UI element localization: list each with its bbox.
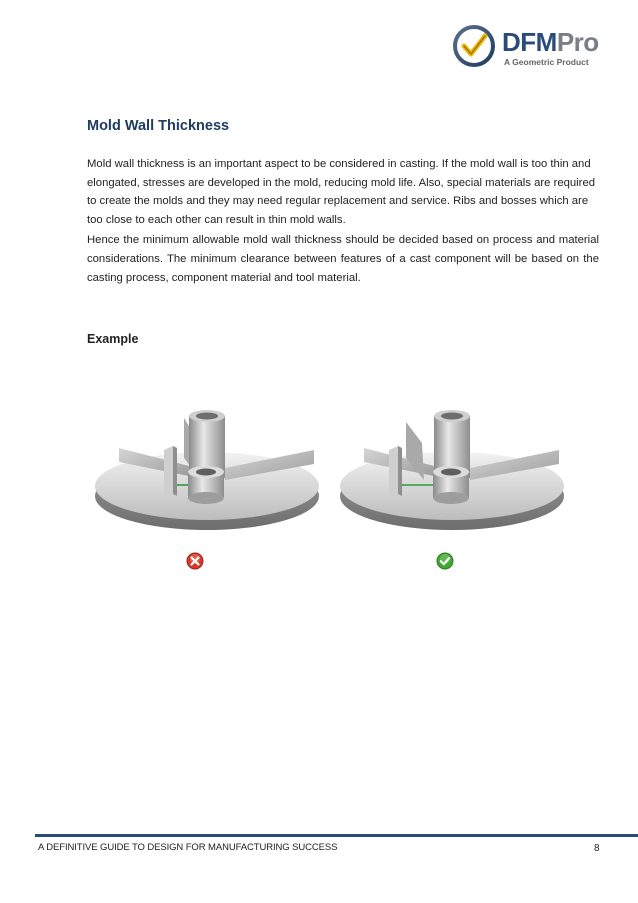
footer-divider [35, 834, 638, 837]
checkmark-logo-icon [452, 24, 496, 68]
page-number: 8 [594, 843, 600, 854]
logo-tagline: A Geometric Product [504, 57, 589, 67]
logo-wordmark: DFMPro [502, 27, 599, 57]
paragraph-2: Hence the minimum allowable mold wall thickness should be decided based on process and material considerations. The minimum clearance between features of a cast component will be based on the casting process, component material and tool material. [87, 234, 599, 284]
paragraph-1: Mold wall thickness is an important aspect to be considered in casting. If the mold wall is too thin and elongated, stresses are developed in the mold, reducing mold life. Also, special materials are required to create the molds and they may need regular replacement and service. Ribs and bosses which are too close to each other can result in thin mold walls. [87, 158, 596, 226]
red-x-icon [186, 552, 204, 570]
body-text [87, 155, 599, 287]
cast-part-bad-design-image [89, 388, 325, 538]
cast-part-good-design-image [334, 388, 570, 538]
green-check-icon [436, 552, 454, 570]
dfmpro-logo [452, 24, 602, 74]
footer-title: A DEFINITIVE GUIDE TO DESIGN FOR MANUFACTURING SUCCESS [38, 842, 338, 853]
section-heading: Mold Wall Thickness [87, 118, 230, 134]
example-label: Example [87, 332, 139, 346]
